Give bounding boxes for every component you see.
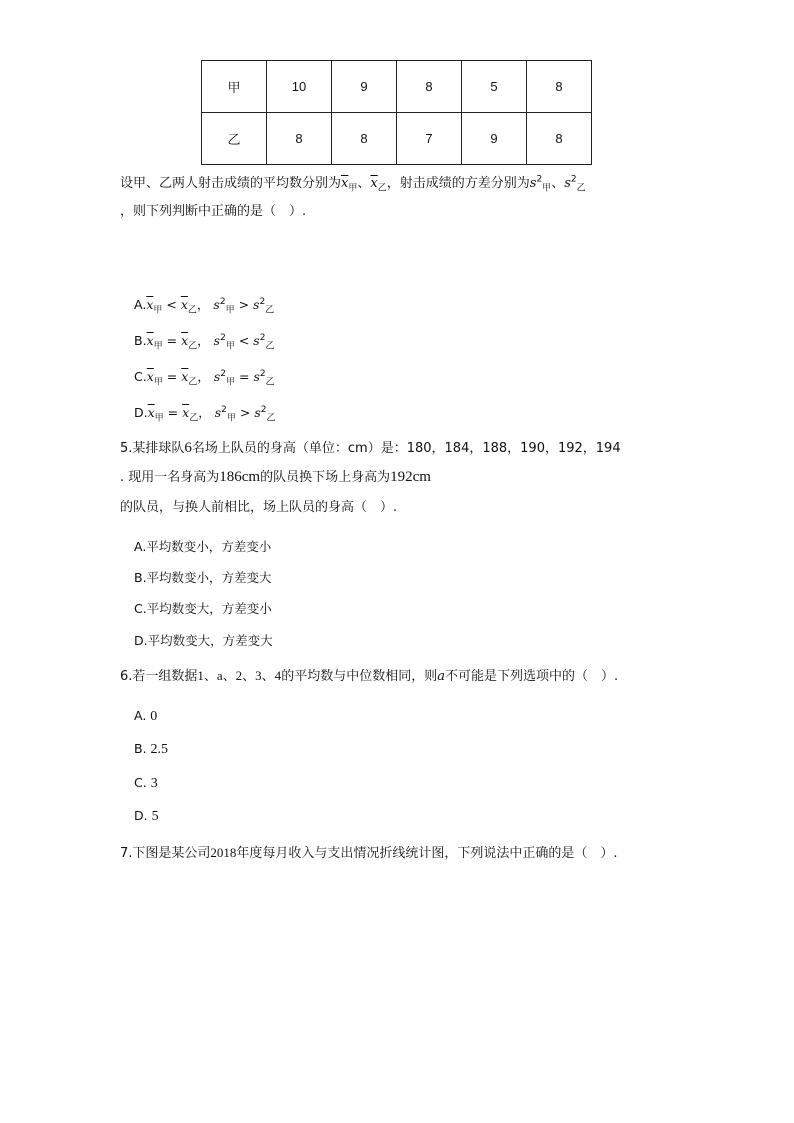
relation: > (239, 405, 251, 420)
sub-jia: 甲 (153, 341, 163, 352)
q4-stem-text-2: ，射击成绩的方差分别为 (386, 176, 530, 191)
q5-option-c[interactable]: C.平均数变大，方差变小 (134, 601, 272, 616)
q6-text: 6.若一组数据 (120, 669, 198, 684)
relation: > (238, 297, 250, 312)
option-label: D. (134, 808, 148, 823)
score-table (201, 60, 592, 165)
q6-option-d[interactable] (134, 808, 159, 825)
sub-jia: 甲 (153, 377, 163, 388)
option-label: C. (134, 775, 147, 790)
q5-height: 186cm (219, 469, 261, 485)
table-cell: 9 (462, 113, 527, 165)
q7-text: 年度每月收入与支出情况折线统计图，下列说法中正确的是（ ）. (236, 846, 618, 861)
sub-yi: 乙 (377, 183, 387, 194)
s: s (213, 369, 221, 384)
table-cell: 8 (527, 113, 592, 165)
table-cell: 乙 (202, 113, 267, 165)
q5-number: 6 (184, 440, 192, 456)
relation: = (166, 333, 178, 348)
q6-text: 的平均数与中位数相同，则 (281, 669, 438, 684)
table-row (202, 113, 592, 165)
sq: 2 (219, 296, 226, 307)
table-cell: 5 (462, 61, 527, 113)
q5-stem-line2 (120, 466, 431, 486)
option-label: B. (134, 741, 147, 756)
s: s (213, 333, 221, 348)
sub-jia: 甲 (153, 305, 163, 316)
s-yi: s (564, 176, 571, 191)
option-label: A. (134, 708, 147, 723)
sub-jia: 甲 (225, 341, 235, 352)
q4-option-b[interactable] (134, 331, 274, 352)
q4-stem-text: 设甲、乙两人射击成绩的平均数分别为 (120, 176, 342, 191)
q5-option-a[interactable]: A.平均数变小，方差变小 (134, 539, 272, 554)
sub-yi: 乙 (188, 377, 198, 388)
q4-stem-line1 (120, 172, 586, 194)
q5-stem-line1 (120, 437, 621, 457)
s: s (254, 405, 261, 420)
separator: 、 (357, 176, 371, 191)
option-label: C. (134, 369, 147, 384)
sub-yi: 乙 (576, 183, 586, 194)
q4-option-d[interactable] (134, 403, 276, 424)
sub-jia: 甲 (348, 183, 358, 194)
q5-text: . 现用一名身高为 (120, 470, 220, 485)
sq: 2 (259, 296, 266, 307)
table-cell: 8 (527, 61, 592, 113)
s-jia: s (529, 176, 537, 191)
xbar: $\overline{x}$ (147, 405, 155, 420)
comma: ， (196, 297, 210, 312)
relation: = (238, 369, 250, 384)
xbar: $\overline{x}$ (180, 297, 188, 312)
sub-yi: 乙 (266, 413, 276, 424)
table-cell: 8 (332, 113, 397, 165)
comma: ， (197, 369, 210, 384)
xbar: $\overline{x}$ (146, 369, 154, 384)
q6-text: 不可能是下列选项中的（ ）. (444, 669, 619, 684)
q7-text: 7.下图是某公司 (120, 846, 211, 861)
q6-option-c[interactable] (134, 775, 158, 792)
option-label: A. (134, 297, 147, 312)
table-cell: 10 (267, 61, 332, 113)
relation: < (166, 297, 177, 312)
sub-yi: 乙 (265, 377, 275, 388)
table-cell: 8 (267, 113, 332, 165)
q4-option-a[interactable] (134, 295, 274, 316)
sub-jia: 甲 (154, 413, 164, 424)
sub-yi: 乙 (265, 305, 275, 316)
xbar-yi: $\overline{x}$ (370, 176, 378, 191)
relation: < (238, 333, 250, 348)
sub-yi: 乙 (188, 341, 198, 352)
xbar: $\overline{x}$ (146, 297, 154, 312)
option-value: 3 (150, 776, 158, 791)
sub-yi: 乙 (187, 305, 197, 316)
q5-option-d[interactable]: D.平均数变大，方差变大 (134, 633, 273, 648)
sub-yi: 乙 (265, 341, 275, 352)
option-value: 0 (150, 709, 158, 724)
table-row (202, 61, 592, 113)
option-value: 2.5 (150, 742, 169, 757)
sub-jia: 甲 (226, 413, 236, 424)
separator: 、 (551, 176, 565, 191)
option-value: 5 (151, 809, 159, 824)
s: s (253, 297, 260, 312)
relation: = (167, 405, 179, 420)
sub-jia: 甲 (225, 377, 235, 388)
q5-text: 的队员换下场上身高为 (260, 470, 391, 485)
sq: 2 (259, 332, 266, 343)
q6-variable: a (437, 669, 445, 684)
comma: ， (197, 333, 210, 348)
xbar: $\overline{x}$ (182, 405, 190, 420)
q7-year: 2018 (210, 845, 237, 860)
table-cell: 8 (397, 61, 462, 113)
sq: 2 (220, 368, 226, 379)
s: s (214, 405, 222, 420)
q7-stem (120, 842, 618, 861)
q5-text: 5.某排球队 (120, 441, 185, 456)
sq: 2 (570, 174, 577, 185)
q5-option-b[interactable]: B.平均数变小，方差变大 (134, 570, 272, 585)
relation: = (166, 369, 178, 384)
q6-option-b[interactable] (134, 741, 168, 758)
sq: 2 (221, 404, 227, 415)
s: s (213, 297, 220, 312)
sub-jia: 甲 (225, 305, 235, 316)
table-cell: 甲 (202, 61, 267, 113)
sub-yi: 乙 (189, 413, 199, 424)
xbar: $\overline{x}$ (146, 333, 154, 348)
table-cell: 9 (332, 61, 397, 113)
sq: 2 (220, 332, 226, 343)
table-cell: 7 (397, 113, 462, 165)
q4-stem-line2: ，则下列判断中正确的是（ ）. (120, 204, 307, 219)
s: s (253, 333, 260, 348)
xbar: $\overline{x}$ (181, 333, 189, 348)
s: s (253, 369, 260, 384)
q6-data: 1、a、2、3、4 (197, 668, 282, 683)
sq: 2 (260, 404, 267, 415)
q4-option-c[interactable] (134, 367, 275, 388)
xbar-jia: $\overline{x}$ (341, 176, 349, 191)
option-label: D. (134, 405, 148, 420)
q5-height: 192cm (390, 469, 431, 485)
option-label: B. (134, 333, 147, 348)
q5-stem-line3: 的队员，与换人前相比，场上队员的身高（ ）. (120, 500, 398, 515)
sub-jia: 甲 (542, 183, 552, 194)
q6-stem (120, 665, 618, 684)
sq: 2 (259, 368, 266, 379)
comma: ， (198, 405, 211, 420)
xbar: $\overline{x}$ (181, 369, 189, 384)
q6-option-a[interactable] (134, 708, 157, 725)
q5-text: 名场上队员的身高（单位：cm）是：180，184，188，190，192，194 (191, 441, 621, 456)
sq: 2 (536, 174, 543, 185)
